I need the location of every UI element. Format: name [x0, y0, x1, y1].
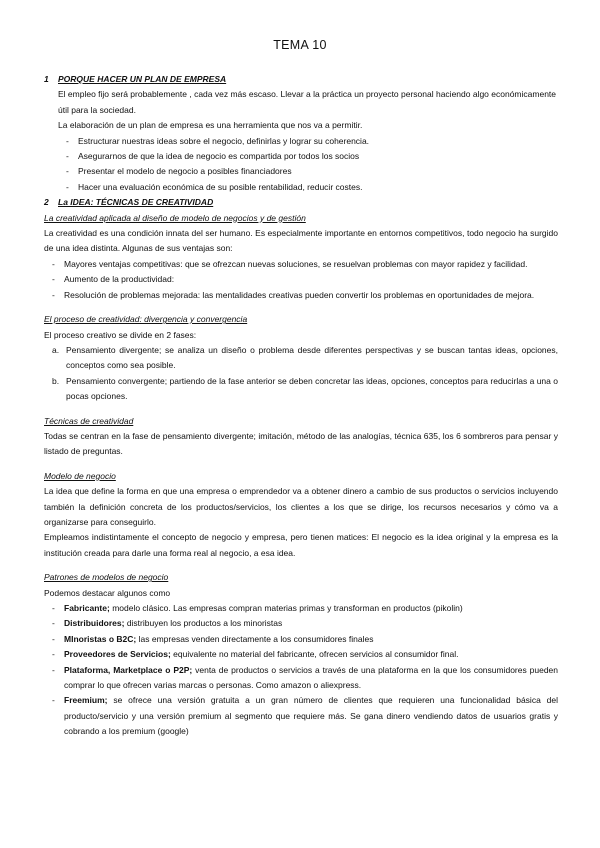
proceso-list: [44, 343, 558, 405]
term: Fabricante;: [64, 603, 110, 613]
subheading-modelo: Modelo de negocio: [44, 470, 116, 481]
list-item: - Hacer una evaluación económica de su posible rentabilidad, reducir costes.: [64, 180, 558, 195]
list-item: [52, 343, 558, 374]
section-2-heading: [44, 195, 558, 210]
document-body: [44, 72, 558, 740]
subheading-patrones: Patrones de modelos de negocio: [44, 572, 169, 583]
section-2-title: La IDEA: TÉCNICAS DE CREATIVIDAD: [58, 197, 214, 208]
modelo-paragraph-1: La idea que define la forma en que una empresa o emprendedor va a obtener dinero a cambio de sus productos o servicios incluyendo también la definición concreta de los productos/servicios, los clientes a los que se dirige, los recursos necesarios y cómo va a organizarse para conseguirlo.: [44, 486, 558, 527]
patrones-paragraph: Podemos destacar algunos como: [44, 587, 171, 598]
term: Distribuidores;: [64, 618, 125, 629]
term: MInoristas o B2C;: [64, 633, 137, 644]
patrones-list: [44, 601, 558, 740]
section-2-body: [44, 211, 558, 740]
section-1-list: [58, 134, 558, 196]
list-item: [50, 647, 558, 662]
list-item: [50, 632, 558, 647]
list-item: [50, 693, 558, 739]
term-description: distribuyen los productos a los minoristas: [124, 618, 283, 629]
list-item: [52, 374, 558, 405]
term-description: las empresas venden directamente a los consumidores finales: [136, 633, 374, 644]
term-description: venta de productos o servicios a través de una plataforma en la que los consumidores pueden comprar lo que ofrecen varias marcas o personas. Como amazon o aliexpress.: [64, 664, 559, 691]
section-2-number: 2: [44, 197, 49, 208]
list-item-text: Pensamiento convergente; partiendo de la fase anterior se deben concretar las ideas, opciones, conceptos para reducirlas a una o pocas opciones.: [66, 375, 558, 402]
list-item: [50, 616, 558, 631]
list-marker: a.: [52, 344, 60, 355]
list-marker: b.: [52, 375, 60, 386]
list-item: - Aumento de la productividad:: [50, 272, 558, 287]
proceso-paragraph: El proceso creativo se divide en 2 fases:: [44, 329, 197, 340]
document-title: TEMA 10: [273, 38, 327, 52]
section-1-body: [44, 87, 558, 195]
term-description: equivalente no material del fabricante, ofrecen servicios al consumidor final.: [170, 649, 459, 660]
section-1-number: 1: [44, 74, 49, 84]
section-1-title: PORQUE HACER UN PLAN DE EMPRESA: [58, 74, 227, 84]
term: Freemium;: [64, 695, 108, 706]
term-description: modelo clásico. Las empresas compran materias primas y transforman en productos (pikolin): [109, 603, 463, 613]
subheading-tecnicas: Técnicas de creatividad: [44, 415, 134, 426]
term: Plataforma, Marketplace o P2P;: [64, 664, 193, 675]
list-item: [50, 601, 558, 616]
term-description: se ofrece una versión gratuita a un gran número de clientes que requieren una funcionalidad básica del producto/servicio y una versión premium al segmento que requiere más. Se gana dinero vendiendo datos de usuarios gratis y cobrando a los premium (google): [64, 695, 558, 737]
list-item: - Asegurarnos de que la idea de negocio es compartida por todos los socios: [64, 149, 558, 164]
tecnicas-paragraph: Todas se centran en la fase de pensamiento divergente; imitación, método de las analogías, técnica 635, los 6 sombreros para pensar y listado de preguntas.: [44, 430, 558, 457]
section-1-heading: [44, 72, 558, 87]
list-item: - Presentar el modelo de negocio a posibles financiadores: [64, 164, 558, 179]
subheading-proceso: El proceso de creatividad: divergencia y convergencia: [44, 314, 248, 325]
list-item: - Mayores ventajas competitivas: que se ofrezcan nuevas soluciones, se resuelvan problemas con mayor rapidez y facilidad.: [50, 257, 558, 272]
creatividad-paragraph: La creatividad es una condición innata del ser humano. Es especialmente importante en entornos competitivos, todo negocio ha surgido de una idea distinta. Algunas de sus ventajas son:: [44, 228, 558, 254]
subheading-creatividad: La creatividad aplicada al diseño de modelo de negocios y de gestión: [44, 212, 306, 223]
list-item: [50, 663, 558, 694]
section-1-paragraph-1: El empleo fijo será probablemente , cada vez más escaso. Llevar a la práctica un proyecto personal haciendo algo económicamente útil para la sociedad.: [58, 89, 557, 115]
list-item: - Resolución de problemas mejorada: las mentalidades creativas pueden convertir los problemas en oportunidades de mejora.: [50, 288, 558, 303]
list-item: - Estructurar nuestras ideas sobre el negocio, definirlas y lograr su coherencia.: [64, 134, 558, 149]
term: Proveedores de Servicios;: [64, 649, 171, 660]
section-1-paragraph-2: La elaboración de un plan de empresa es una herramienta que nos va a permitir.: [58, 120, 363, 131]
modelo-paragraph-2: Empleamos indistintamente el concepto de negocio y empresa, pero tienen matices: El negocio es la idea original y la empresa es la institución creada para darle una forma real al negocio, a esa idea.: [44, 532, 558, 558]
list-item-text: Pensamiento divergente; se analiza un diseño o problema desde diferentes perspectivas y se buscan tantas ideas, opciones, conceptos como sea posible.: [66, 344, 558, 371]
creatividad-list: [44, 257, 558, 303]
